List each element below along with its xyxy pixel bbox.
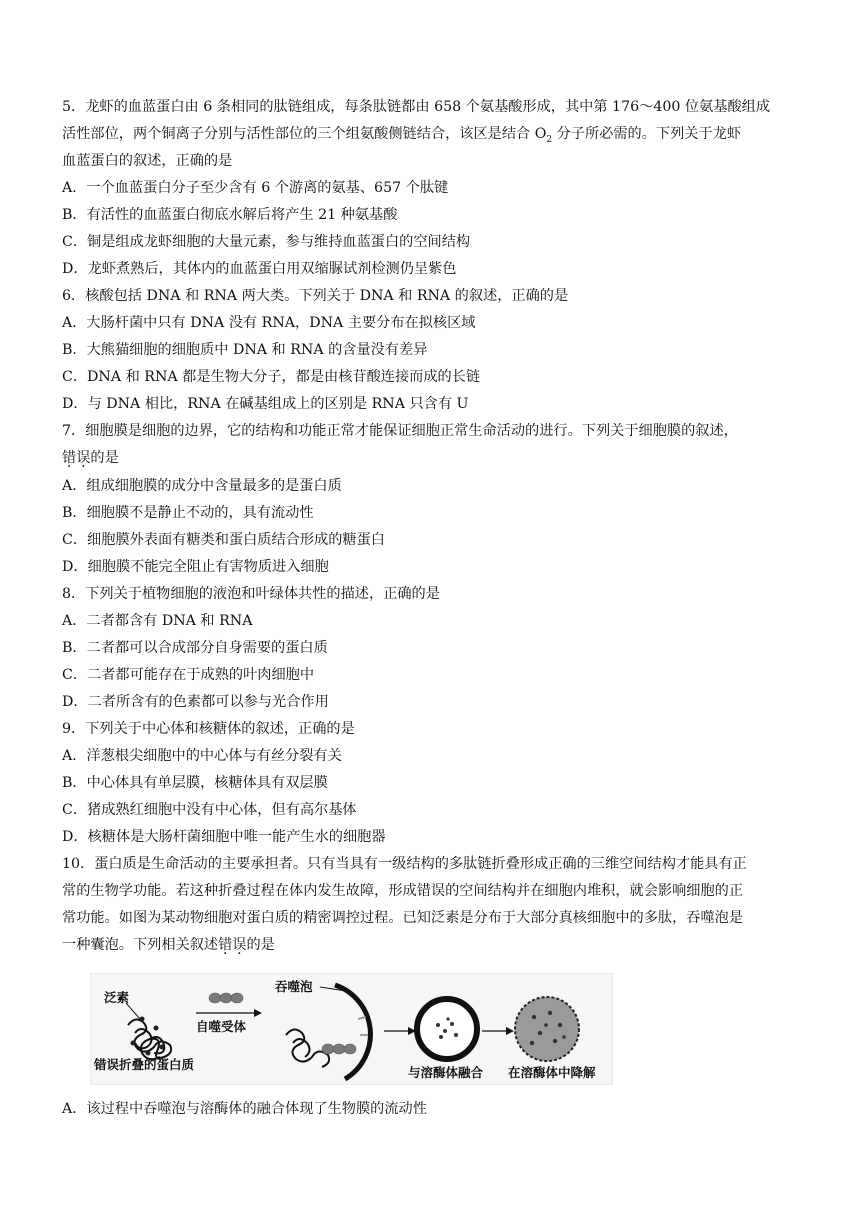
q8-option-a: A．二者都含有 DNA 和 RNA xyxy=(62,613,253,629)
q5-option-b: B．有活性的血蓝蛋白彻底水解后将产生 21 种氨基酸 xyxy=(62,207,398,223)
emphasis-char-cuo: 错 xyxy=(62,450,77,466)
q10-stem-line3: 常功能。如图为某动物细胞对蛋白质的精密调控过程。已知泛素是分布于大部分真核细胞中的多肽，吞噬泡是 xyxy=(62,910,744,926)
q6-option-c: C．DNA 和 RNA 都是生物大分子，都是由核苷酸连接而成的长链 xyxy=(62,369,481,385)
q5-stem-line2b: 分子所必需的。下列关于龙虾 xyxy=(552,126,742,142)
emphasis-char-wu: 误 xyxy=(232,937,247,953)
q8-option-c: C．二者都可能存在于成熟的叶肉细胞中 xyxy=(62,667,315,683)
q7-option-d: D．细胞膜不能完全阻止有害物质进入细胞 xyxy=(62,559,329,575)
q9-stem: 9．下列关于中心体和核糖体的叙述，正确的是 xyxy=(62,721,355,737)
q8-option-d: D．二者所含有的色素都可以参与光合作用 xyxy=(62,694,329,710)
label-misfolded-protein: 错误折叠的蛋白质 xyxy=(94,1057,195,1072)
q5-option-d: D．龙虾煮熟后，其体内的血蓝蛋白用双缩脲试剂检测仍呈紫色 xyxy=(62,261,457,277)
q10-stem-line1: 10．蛋白质是生命活动的主要承担者。只有当具有一级结构的多肽链折叠形成正确的三维空间结构才能具有正 xyxy=(62,856,747,872)
q9-option-c: C．猪成熟红细胞中没有中心体，但有高尔基体 xyxy=(62,802,357,818)
q5-stem-line1: 5．龙虾的血蓝蛋白由 6 条相同的肽链组成，每条肽链都由 658 个氨基酸形成，其中第 176～400 位氨基酸组成 xyxy=(62,99,771,115)
q10-stem-line4a: 一种囊泡。下列相关叙述 xyxy=(62,937,219,953)
q7-stem-line2-rest: 的是 xyxy=(90,450,119,466)
q8-option-b: B．二者都可以合成部分自身需要的蛋白质 xyxy=(62,640,328,656)
q6-option-d: D．与 DNA 相比，RNA 在碱基组成上的区别是 RNA 只含有 U xyxy=(62,396,469,412)
q6-stem: 6．核酸包括 DNA 和 RNA 两大类。下列关于 DNA 和 RNA 的叙述，正确的是 xyxy=(62,288,569,304)
receptor-chain xyxy=(322,1044,356,1054)
q5-option-c: C．铜是组成龙虾细胞的大量元素，参与维持血蓝蛋白的空间结构 xyxy=(62,234,471,250)
protein-degradation-figure xyxy=(90,973,613,1085)
autophagy-receptor-icon xyxy=(209,993,243,1003)
q9-option-a: A．洋葱根尖细胞中的中心体与有丝分裂有关 xyxy=(62,748,342,764)
q10-stem-line4 xyxy=(62,935,275,955)
lysosome-degrading xyxy=(515,997,579,1061)
q9-option-d: D．核糖体是大肠杆菌细胞中唯一能产生水的细胞器 xyxy=(62,829,386,845)
q5-stem-line2 xyxy=(62,124,741,150)
q10-stem-line2: 常的生物学功能。若这种折叠过程在体内发生故障，形成错误的空间结构并在细胞内堆积，就会影响细胞的正 xyxy=(62,883,744,899)
q7-option-a: A．组成细胞膜的成分中含量最多的是蛋白质 xyxy=(62,478,342,494)
label-autophagy-receptor: 自噬受体 xyxy=(196,1019,247,1034)
emphasis-char-wu: 误 xyxy=(76,450,91,466)
q8-stem: 8．下列关于植物细胞的液泡和叶绿体共性的描述，正确的是 xyxy=(62,586,440,602)
q6-option-a: A．大肠杆菌中只有 DNA 没有 RNA，DNA 主要分布在拟核区域 xyxy=(62,315,476,331)
o2-subscript: 2 xyxy=(546,134,553,145)
q10-stem-line4b: 的是 xyxy=(246,937,275,953)
label-lysosome-fusion: 与溶酶体融合 xyxy=(408,1065,484,1080)
q6-option-b: B．大熊猫细胞的细胞质中 DNA 和 RNA 的含量没有差异 xyxy=(62,342,428,358)
label-phagophore: 吞噬泡 xyxy=(275,979,313,994)
q7-stem-line1: 7．细胞膜是细胞的边界，它的结构和功能正常才能保证细胞正常生命活动的进行。下列关于细胞膜的叙述， xyxy=(62,423,738,439)
emphasis-char-cuo: 错 xyxy=(218,937,233,953)
q5-stem-line3: 血蓝蛋白的叙述，正确的是 xyxy=(62,153,233,169)
q7-option-b: B．细胞膜不是静止不动的，具有流动性 xyxy=(62,505,314,521)
q10-option-a: A．该过程中吞噬泡与溶酶体的融合体现了生物膜的流动性 xyxy=(62,1101,427,1117)
q5-stem-line2a: 活性部位，两个铜离子分别与活性部位的三个组氨酸侧链结合，该区是结合 O xyxy=(62,126,547,142)
q7-option-c: C．细胞膜外表面有糖类和蛋白质结合形成的糖蛋白 xyxy=(62,532,385,548)
label-ubiquitin: 泛素 xyxy=(104,990,130,1005)
label-lysosome-degrade: 在溶酶体中降解 xyxy=(508,1065,596,1080)
autolysosome xyxy=(417,999,477,1059)
q9-option-b: B．中心体具有单层膜，核糖体具有双层膜 xyxy=(62,775,328,791)
q7-stem-line2 xyxy=(62,448,119,468)
q5-option-a: A．一个血蓝蛋白分子至少含有 6 个游离的氨基、657 个肽键 xyxy=(62,180,449,196)
